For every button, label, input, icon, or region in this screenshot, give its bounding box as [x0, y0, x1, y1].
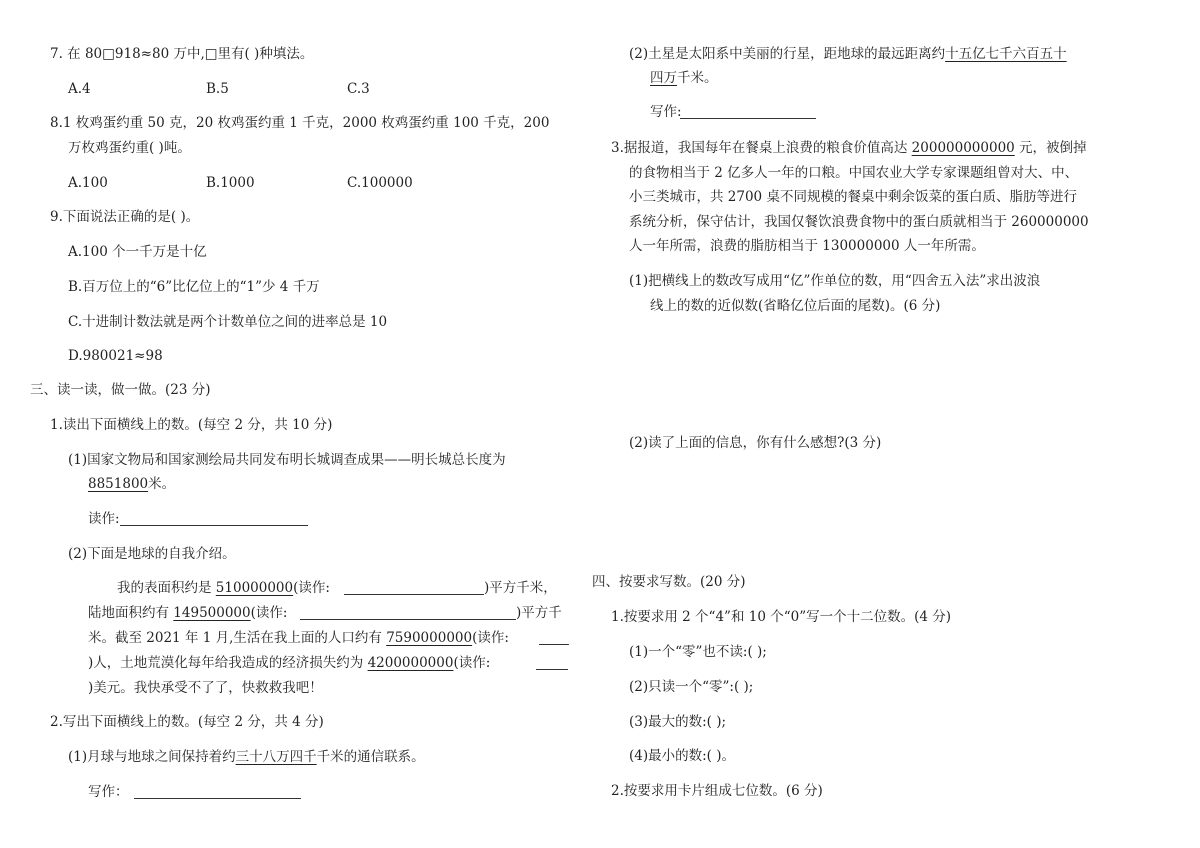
- r-q2-2-line1: [629, 45, 1067, 63]
- r-q3-line4: 系统分析，保守估计，我国仅餐饮浪费食物中的蛋白质就相当于 260000000: [629, 214, 1089, 230]
- s4-q1-item-3: (3)最大的数:( );: [629, 714, 727, 730]
- r-q3-line1-pre: 3.据报道，我国每年在餐桌上浪费的粮食价值高达: [611, 140, 912, 156]
- s3-q1-p2-c-number: 7590000000: [386, 630, 473, 646]
- r-q3-line3: 小三类城市，共 2700 桌不同规模的餐桌中剩余饭菜的蛋白质、脂肪等进行: [629, 189, 1077, 205]
- s3-q1-p1-line2: [88, 475, 175, 493]
- r-q3-line5: 人一年所需，浪费的脂肪相当于 130000000 人一年所需。: [629, 238, 985, 254]
- s3-q1-p2-b-answer-line[interactable]: [300, 619, 516, 620]
- r-q2-2-line2-number: 四万: [650, 70, 677, 86]
- s4-q1-item-1: (1)一个“零”也不读:( );: [629, 644, 767, 660]
- s3-q1-p2-d-read: (读作:: [453, 655, 491, 671]
- s4-q1-stem: 1.按要求用 2 个“4”和 10 个“0”写一个十二位数。(4 分): [611, 609, 952, 625]
- s3-q1-p2-c-answer-line[interactable]: [539, 644, 569, 645]
- s3-q1-p2-a-answer-line[interactable]: [344, 594, 484, 595]
- s3-q1-p2-a-end: )平方千米，: [484, 580, 557, 596]
- q9-option-d: D.980021≈98: [68, 348, 163, 364]
- s3-q1-p2-c-text: 米。截至 2021 年 1 月,生活在我上面的人口约有: [88, 630, 387, 646]
- s3-q1-stem: 1.读出下面横线上的数。(每空 2 分，共 10 分): [50, 417, 333, 433]
- q9-option-a: A.100 个一千万是十亿: [68, 244, 207, 260]
- r-q3-line1-post: 元，被倒掉: [1014, 140, 1087, 156]
- s3-q1-p2-a-text: 我的表面积约是: [117, 580, 216, 596]
- r-q3-line1: [611, 139, 1087, 157]
- section4-heading: 四、按要求写数。(20 分): [592, 574, 746, 590]
- s3-q1-p2-b: [88, 604, 287, 622]
- s3-q1-p1-read-label: 读作:: [88, 511, 120, 527]
- s3-q1-p1-answer-line[interactable]: [120, 525, 308, 526]
- q9-option-c: C.十进制计数法就是两个计数单位之间的进率总是 10: [68, 314, 388, 330]
- r-q3-sub1-line2: 线上的数的近似数(省略亿位后面的尾数)。(6 分): [650, 298, 941, 314]
- q8-line1: 8.1 枚鸡蛋约重 50 克，20 枚鸡蛋约重 1 千克，2000 枚鸡蛋约重 100 千克，200: [50, 115, 550, 131]
- s3-q1-p2-b-read: (读作:: [250, 605, 288, 621]
- s3-q1-p2-stem: (2)下面是地球的自我介绍。: [68, 546, 236, 562]
- q8-option-b: B.1000: [206, 175, 255, 191]
- q7-stem: 7. 在 80□918≈80 万中,□里有( )种填法。: [50, 46, 314, 62]
- section3-heading: 三、读一读，做一做。(23 分): [30, 382, 211, 398]
- s3-q1-p2-d-text: )人，土地荒漠化每年给我造成的经济损失约为: [88, 655, 368, 671]
- s3-q1-p2-c-read: (读作:: [472, 630, 509, 646]
- r-q2-2-write-label: 写作:: [650, 104, 682, 120]
- s3-q1-p2-b-text: 陆地面积约有: [88, 605, 174, 621]
- r-q2-2-line1-pre: (2)土星是太阳系中美丽的行星，距地球的最远距离约: [629, 46, 946, 62]
- s3-q1-p1-line1: (1)国家文物局和国家测绘局共同发布明长城调查成果——明长城总长度为: [68, 452, 506, 468]
- s3-q1-p2-b-end: )平方千: [516, 605, 562, 621]
- q7-option-c: C.3: [347, 81, 370, 97]
- s3-q1-p2-d: [88, 654, 490, 672]
- r-q2-2-answer-line[interactable]: [680, 118, 816, 119]
- q8-line2: 万枚鸡蛋约重( )吨。: [68, 140, 191, 156]
- r-q2-2-line1-number: 十五亿七千六百五十: [945, 46, 1067, 62]
- s3-q1-p2-a-number: 510000000: [215, 580, 294, 596]
- s3-q1-p2-a: [117, 579, 330, 597]
- r-q2-2-line2-post: 千米。: [677, 70, 718, 86]
- s3-q1-p2-c: [88, 629, 509, 647]
- r-q2-2-line2: [650, 69, 718, 87]
- q9-option-b: B.百万位上的“6”比亿位上的“1”少 4 千万: [68, 279, 320, 295]
- s4-q1-item-4: (4)最小的数:( )。: [629, 748, 735, 764]
- q7-option-a: A.4: [68, 81, 91, 97]
- s3-q1-p2-d-number: 4200000000: [367, 655, 454, 671]
- s3-q2-p1-number: 三十八万四千: [235, 749, 317, 765]
- s3-q1-p1-unit: 米。: [148, 476, 176, 492]
- s3-q2-p1: [68, 748, 425, 766]
- s3-q2-stem: 2.写出下面横线上的数。(每空 2 分，共 4 分): [50, 714, 324, 730]
- r-q3-line1-number: 200000000000: [911, 140, 1015, 156]
- s3-q1-p2-a-read: (读作:: [293, 580, 330, 596]
- r-q3-sub2: (2)读了上面的信息，你有什么感想?(3 分): [629, 435, 882, 451]
- s4-q2-stem: 2.按要求用卡片组成七位数。(6 分): [611, 783, 823, 799]
- q7-option-b: B.5: [206, 81, 229, 97]
- q8-option-a: A.100: [68, 175, 108, 191]
- s3-q1-p2-b-number: 149500000: [173, 605, 251, 621]
- q9-stem: 9.下面说法正确的是( )。: [50, 209, 200, 225]
- r-q3-line2: 的食物相当于 2 亿多人一年的口粮。中国农业大学专家课题组曾对大、中、: [629, 165, 1079, 181]
- s3-q1-p1-number: 8851800: [88, 476, 149, 492]
- s3-q1-p2-e: )美元。我快承受不了了，快救救我吧！: [88, 680, 323, 696]
- q8-option-c: C.100000: [347, 175, 413, 191]
- s3-q2-p1-pre: (1)月球与地球之间保持着约: [68, 749, 236, 765]
- s3-q2-p1-write-label: 写作：: [88, 784, 129, 800]
- s3-q2-p1-answer-line[interactable]: [134, 798, 301, 799]
- s4-q1-item-2: (2)只读一个“零”:( );: [629, 679, 754, 695]
- r-q3-sub1-line1: (1)把横线上的数改写成用“亿”作单位的数，用“四舍五入法”求出波浪: [629, 273, 1041, 289]
- s3-q2-p1-post: 千米的通信联系。: [316, 749, 425, 765]
- s3-q1-p2-d-answer-line[interactable]: [536, 669, 568, 670]
